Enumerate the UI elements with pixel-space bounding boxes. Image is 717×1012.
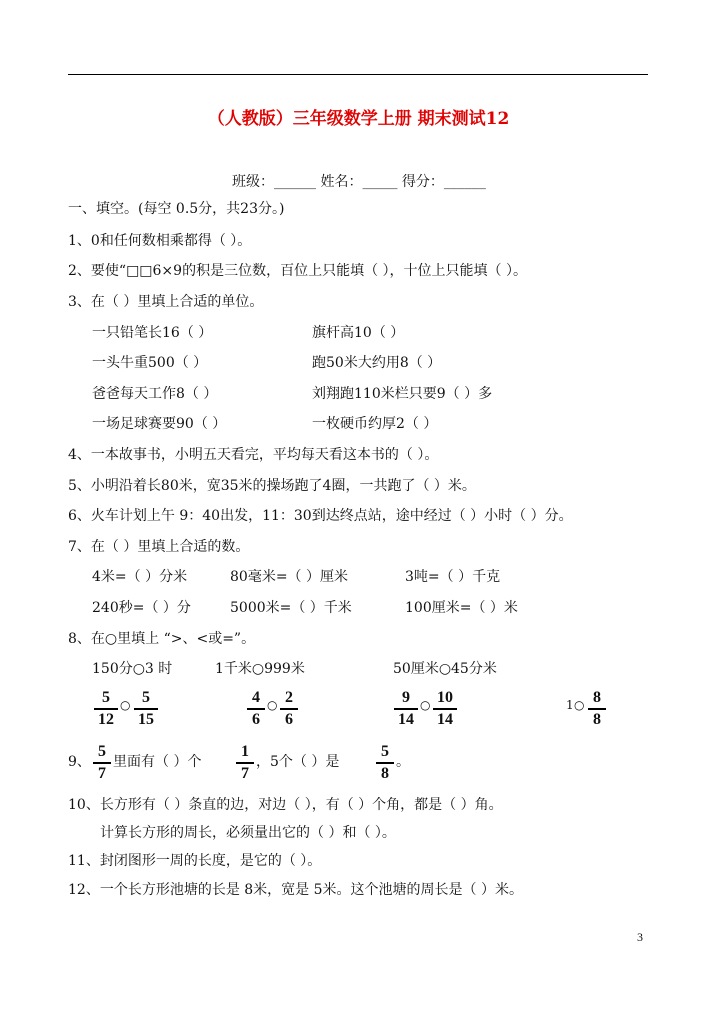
numerator: 5 (102, 689, 110, 706)
denominator: 14 (398, 711, 414, 728)
question-1: 1、0和任何数相乘都得（ ）。 (68, 233, 252, 249)
denominator: 8 (593, 711, 601, 728)
q9-text: ，5个（ ）是 (256, 754, 340, 770)
fraction (280, 689, 298, 729)
q3-item: 爸爸每天工作8（ ） (92, 386, 218, 402)
question-2: 2、要使“□□6×9的积是三位数，百位上只能填（ ），十位上只能填（ ）。 (68, 263, 527, 279)
question-8: 8、在○里填上 “>、<或=”。 (68, 631, 256, 647)
fraction (376, 743, 394, 783)
numerator: 4 (252, 689, 260, 706)
denominator: 7 (98, 765, 106, 782)
compare-circle: ○ (120, 698, 131, 712)
q3-item: 刘翔跑110米栏只要9（ ）多 (312, 386, 493, 402)
question-6: 6、火车计划上午 9：40出发，11：30到达终点站，途中经过（ ）小时（ ）分。 (68, 508, 573, 524)
numerator: 1 (241, 743, 249, 760)
question-7: 7、在（ ）里填上合适的数。 (68, 539, 250, 555)
fraction (394, 689, 418, 729)
fraction (93, 743, 111, 783)
denominator: 14 (437, 711, 453, 728)
page-title: （人教版）三年级数学上册 期末测试12 (207, 109, 510, 129)
q8-compare: 50厘米○45分米 (393, 661, 497, 677)
denominator: 6 (285, 711, 293, 728)
fraction (236, 743, 254, 783)
q8-compare: 150分○3 时 (92, 661, 173, 677)
compare-circle: ○ (267, 698, 278, 712)
q3-item: 跑50米大约用8（ ） (312, 355, 442, 371)
numerator: 5 (98, 743, 106, 760)
q7-item: 100厘米=（ ）米 (405, 600, 518, 616)
numerator: 5 (142, 689, 150, 706)
q7-item: 80毫米=（ ）厘米 (230, 569, 348, 585)
denominator: 15 (138, 711, 154, 728)
denominator: 8 (381, 765, 389, 782)
question-4: 4、一本故事书，小明五天看完，平均每天看这本书的（ ）。 (68, 447, 439, 463)
header-rule (68, 74, 648, 75)
numerator: 5 (381, 743, 389, 760)
denominator: 7 (241, 765, 249, 782)
q3-item: 旗杆高10（ ） (312, 325, 405, 341)
whole-number: 1 (566, 698, 574, 712)
question-5: 5、小明沿着长80米，宽35米的操场跑了4圈，一共跑了（ ）米。 (68, 478, 476, 494)
q7-item: 240秒=（ ）分 (92, 600, 191, 616)
compare-circle: ○ (574, 698, 585, 712)
question-3: 3、在（ ）里填上合适的单位。 (68, 294, 264, 310)
q7-item: 5000米=（ ）千米 (230, 600, 352, 616)
question-12: 12、一个长方形池塘的长是 8米，宽是 5米。这个池塘的周长是（ ）米。 (68, 882, 523, 898)
q3-item: 一枚硬币约厚2（ ） (312, 416, 438, 432)
numerator: 9 (402, 689, 410, 706)
numerator: 2 (285, 689, 293, 706)
fraction (433, 689, 457, 729)
q9-text: 。 (396, 754, 410, 770)
fraction (94, 689, 118, 729)
question-9-number: 9、 (68, 754, 91, 770)
numerator: 10 (437, 689, 453, 706)
compare-circle: ○ (420, 698, 431, 712)
q7-item: 4米=（ ）分米 (92, 569, 188, 585)
page-number: 3 (637, 930, 643, 944)
student-info-line: 班级：______ 姓名：_____ 得分：______ (232, 174, 486, 190)
question-10: 10、长方形有（ ）条直的边，对边（ ），有（ ）个角，都是（ ）角。 (68, 797, 503, 813)
q3-item: 一头牛重500（ ） (92, 355, 208, 371)
question-11: 11、封闭图形一周的长度，是它的（ ）。 (68, 853, 322, 869)
fraction (134, 689, 158, 729)
fraction (247, 689, 265, 729)
denominator: 12 (98, 711, 114, 728)
numerator: 8 (593, 689, 601, 706)
question-10-continued: 计算长方形的周长，必须量出它的（ ）和（ ）。 (100, 825, 396, 841)
q7-item: 3吨=（ ）千克 (405, 569, 501, 585)
fraction (588, 689, 606, 729)
q3-item: 一场足球赛要90（ ） (92, 416, 227, 432)
q3-item: 一只铅笔长16（ ） (92, 325, 213, 341)
q9-text: 里面有（ ）个 (113, 754, 202, 770)
q8-compare: 1千米○999米 (215, 661, 305, 677)
section-heading: 一、填空。(每空 0.5分，共23分。) (68, 201, 285, 217)
denominator: 6 (252, 711, 260, 728)
